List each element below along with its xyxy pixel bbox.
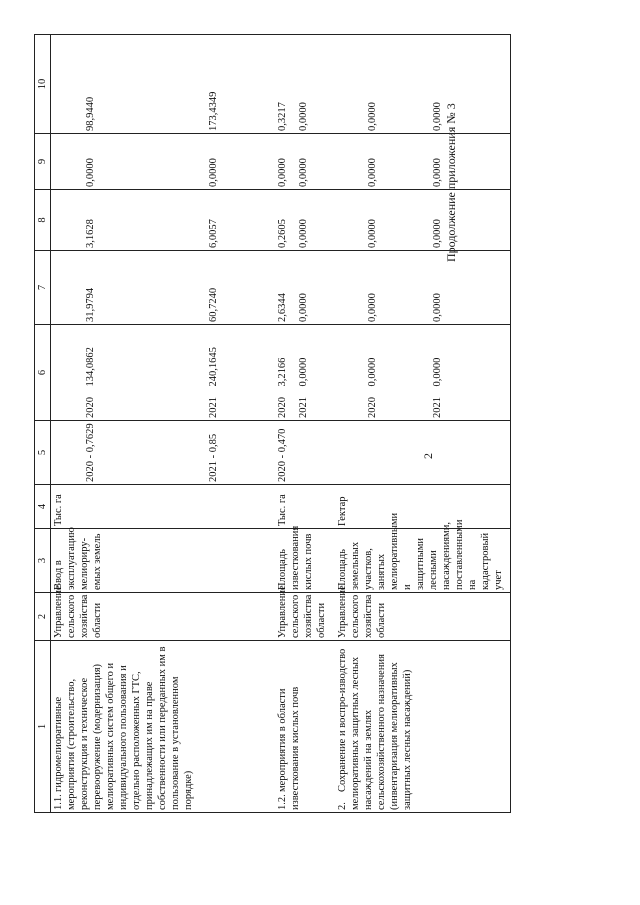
unit-cell: Тыс. га: [275, 485, 335, 529]
target-cell: [275, 421, 335, 485]
amount-value: 3,1628: [85, 219, 96, 248]
measure-cell: [51, 641, 275, 813]
amount-value: 0,0000: [431, 158, 443, 187]
target-value: 2020 - 0,470: [276, 428, 288, 482]
amount-value: 0,0000: [208, 158, 220, 187]
amount-value: 0,0000: [431, 357, 443, 387]
table-row: [335, 35, 511, 813]
amount-value: 31,9794: [85, 287, 96, 322]
column-header: 7: [35, 251, 51, 325]
amount-value: 0,0000: [431, 293, 443, 322]
column-header: 6: [35, 325, 51, 421]
program-table: [34, 34, 511, 813]
amount-value: 2,6344: [276, 293, 288, 322]
indicator-cell: Площадь земельных участков, занятых мелиоративными и защитными лесными насаждениями, поставленными на кадастровый учет: [335, 529, 511, 593]
executor-cell: Управление сельского хозяйства области: [335, 593, 511, 641]
amount-value: 0,0000: [85, 158, 96, 187]
amount-value: 60,7240: [208, 287, 220, 322]
column-header: 10: [35, 35, 51, 134]
measure-name: гидромелиоративные мероприятия (строительство, реконструкция и техническое перевооружение (модернизация) мелиоративных систем общего и индивидуального пользования и отдельно расположенных ГТС, принадлежащих им на праве собственности или переданных им в пользование в установленном порядке): [53, 646, 195, 810]
column-header: 4: [35, 485, 51, 529]
table-row: [51, 35, 275, 813]
value-cell: [51, 35, 275, 134]
value-cell: [51, 325, 275, 421]
amount-value: 0,0000: [276, 158, 288, 187]
amount-value: 173,4349: [208, 91, 220, 131]
value-cell: [275, 251, 335, 325]
amount-value: 0,2605: [276, 219, 288, 248]
amount-value: 240,1645: [208, 347, 220, 387]
amount-value: 0,0000: [297, 219, 309, 248]
measure-name: Сохранение и воспро-изводство мелиоративных защитных лесных насаждений на землях сельскохозяйственного назначения (инвентаризация мелиоративных защитных лесных насаждений): [336, 648, 413, 810]
value-cell: [335, 190, 511, 251]
row-number: 1.2.: [276, 794, 288, 810]
amount-value: 0,0000: [297, 357, 309, 387]
value-cell: [275, 325, 335, 421]
value-cell: [275, 190, 335, 251]
column-header: 9: [35, 134, 51, 190]
continuation-title: Продолжение приложения № 3: [444, 103, 458, 262]
amount-value: 0,0000: [366, 102, 378, 131]
year-value: 2020: [366, 397, 378, 418]
unit-cell: Гектар: [335, 485, 511, 529]
amount-value: 0,0000: [297, 293, 309, 322]
amount-value: 134,0862: [85, 347, 96, 387]
value-cell: [335, 251, 511, 325]
amount-value: 3,2166: [276, 357, 288, 387]
row-number: 1.1.: [53, 794, 64, 810]
amount-value: 0,0000: [297, 102, 309, 131]
column-header: 3: [35, 529, 51, 593]
amount-value: 6,0057: [208, 219, 220, 248]
year-value: 2021: [431, 397, 443, 418]
value-cell: [51, 190, 275, 251]
executor-cell: Управление сельского хозяйства области: [275, 593, 335, 641]
page-number: 2: [421, 453, 435, 459]
year-value: 2020: [85, 397, 96, 418]
column-header: 5: [35, 421, 51, 485]
indicator-cell: Площадь известкования кислых почв: [275, 529, 335, 593]
column-header: 2: [35, 593, 51, 641]
unit-cell: Тыс. га: [51, 485, 275, 529]
amount-value: 0,0000: [431, 219, 443, 248]
value-cell: [335, 134, 511, 190]
amount-value: 0,0000: [297, 158, 309, 187]
target-cell: [51, 421, 275, 485]
column-number-row: [35, 35, 51, 813]
value-cell: [51, 251, 275, 325]
table-row: [275, 35, 335, 813]
target-cell: [335, 421, 511, 485]
amount-value: 0,0000: [431, 102, 443, 131]
amount-value: 0,0000: [366, 219, 378, 248]
column-header: 1: [35, 641, 51, 813]
row-number: 2.: [336, 802, 348, 810]
year-value: 2021: [208, 397, 220, 418]
column-header: 8: [35, 190, 51, 251]
value-cell: [335, 35, 511, 134]
amount-value: 0,3217: [276, 102, 288, 131]
executor-cell: Управление сельского хозяйства области: [51, 593, 275, 641]
amount-value: 0,0000: [366, 158, 378, 187]
amount-value: 98,9440: [85, 96, 96, 131]
target-value: 2020 - 0,7629: [85, 423, 96, 482]
value-cell: [275, 35, 335, 134]
year-value: 2020: [276, 397, 288, 418]
value-cell: [275, 134, 335, 190]
value-cell: [51, 134, 275, 190]
measure-cell: [275, 641, 335, 813]
measure-cell: [335, 641, 511, 813]
indicator-cell: Ввод в эксплуатацию мелиориру-емых земель: [51, 529, 275, 593]
amount-value: 0,0000: [366, 357, 378, 387]
measure-name: мероприятия в области известкования кислых почв: [276, 686, 301, 810]
amount-value: 0,0000: [366, 293, 378, 322]
target-value: 2021 - 0,85: [208, 433, 220, 482]
value-cell: [335, 325, 511, 421]
year-value: 2021: [297, 397, 309, 418]
